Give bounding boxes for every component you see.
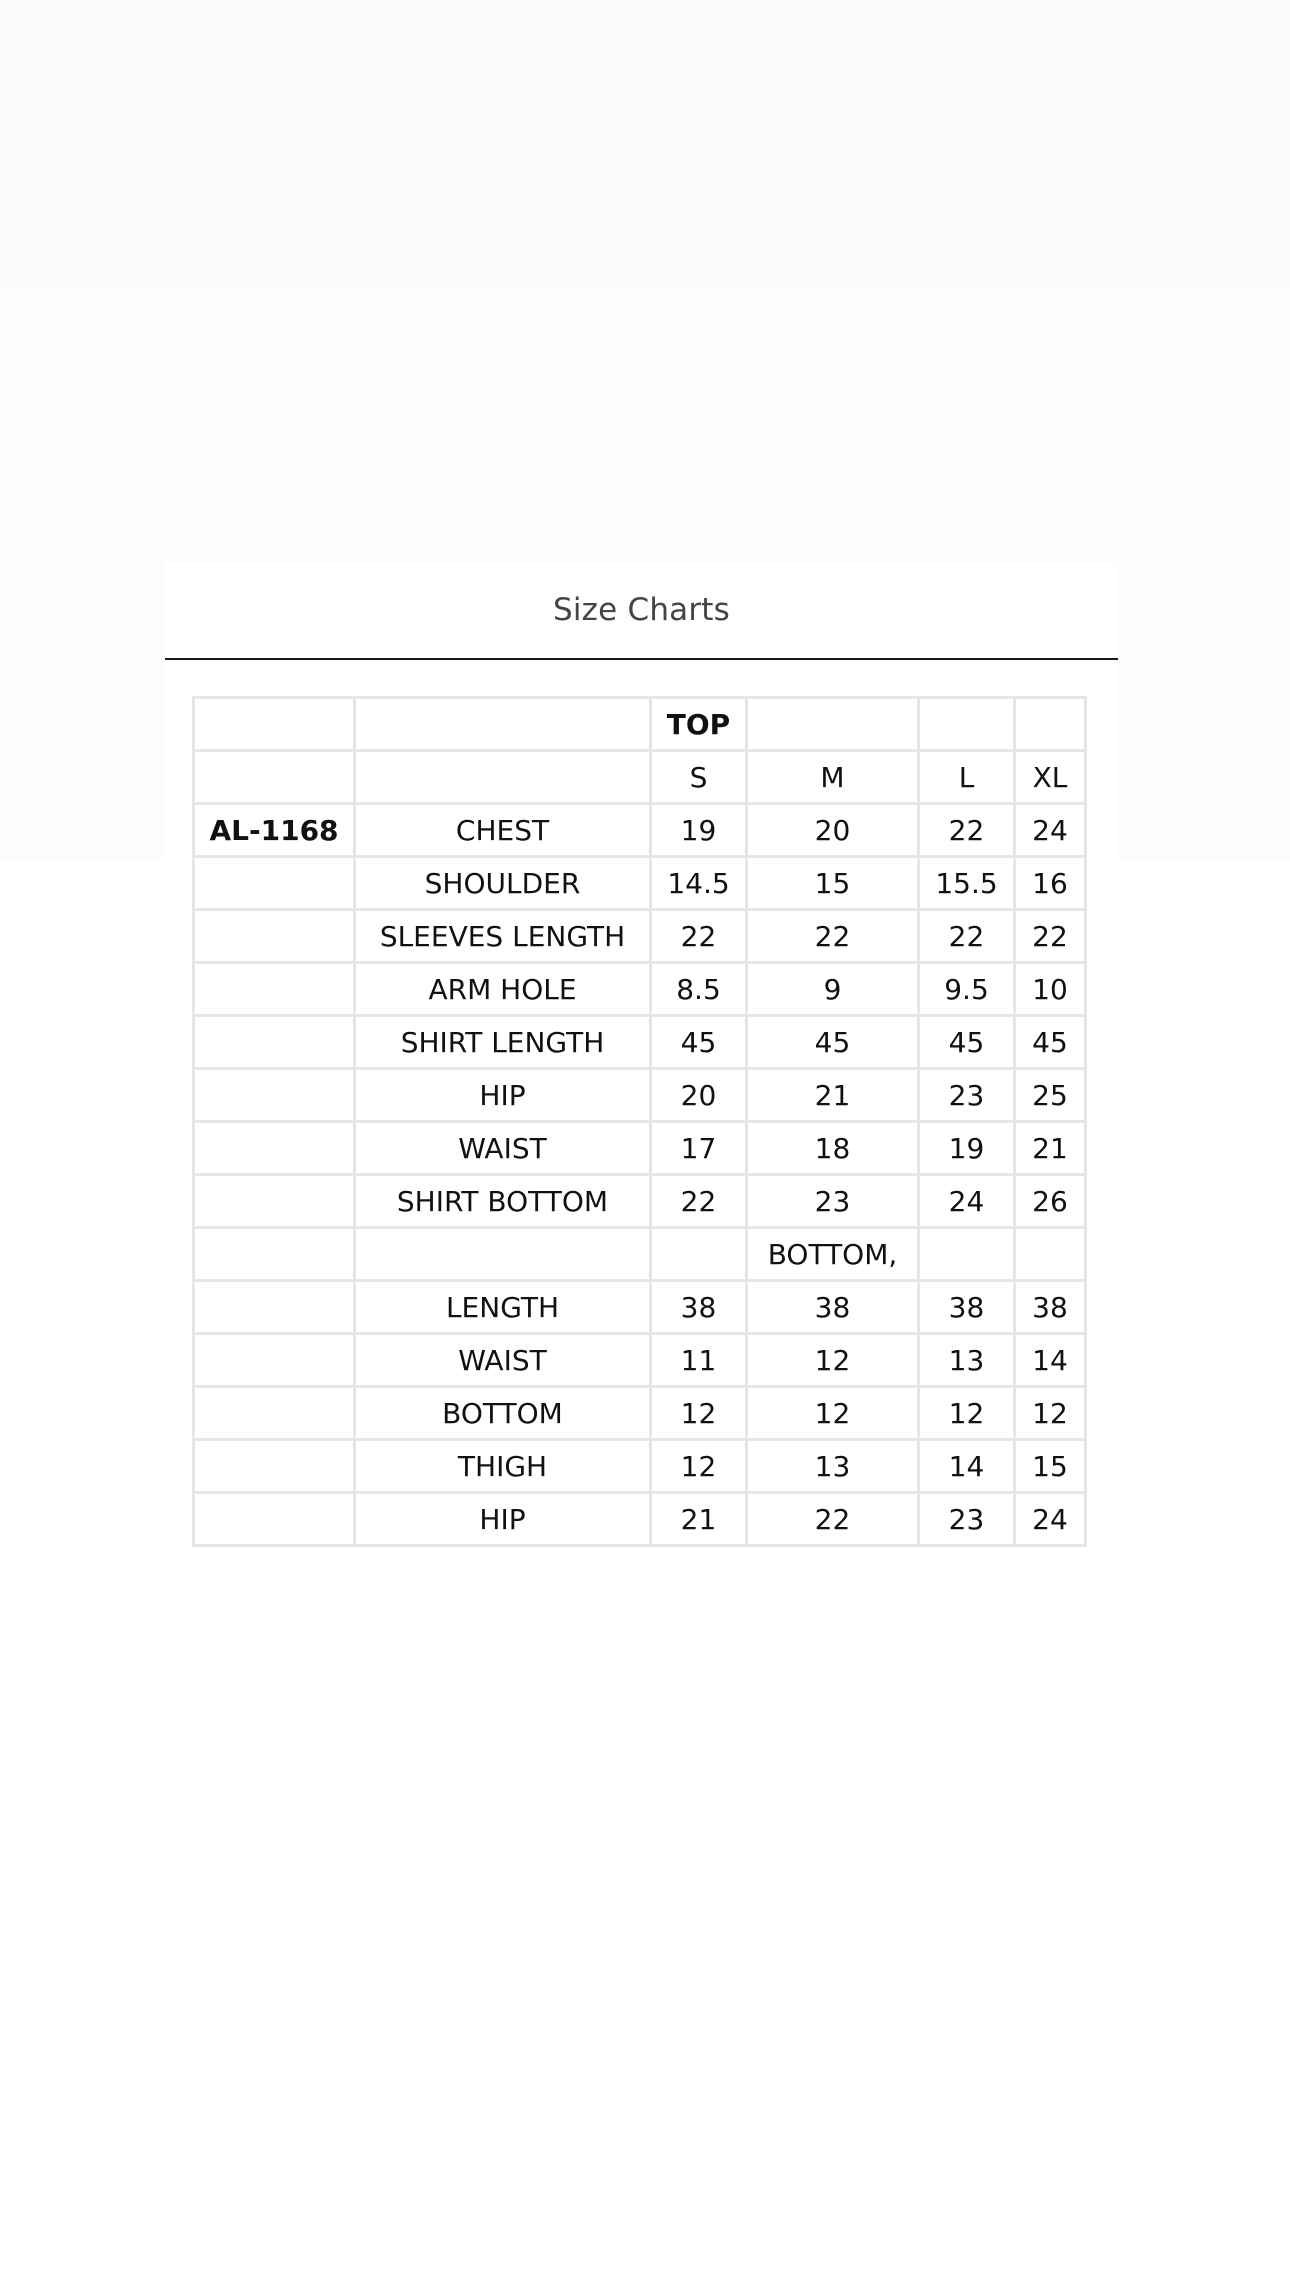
- table-cell: HIP: [355, 1069, 651, 1122]
- table-cell: XL: [1015, 751, 1086, 804]
- table-cell: [651, 1228, 747, 1281]
- table-cell: ARM HOLE: [355, 963, 651, 1016]
- table-cell: 22: [651, 1175, 747, 1228]
- table-cell: 23: [919, 1493, 1015, 1546]
- table-cell: 45: [1015, 1016, 1086, 1069]
- table-cell: 11: [651, 1334, 747, 1387]
- table-cell: [919, 698, 1015, 751]
- table-row: [194, 1440, 1086, 1493]
- table-cell: THIGH: [355, 1440, 651, 1493]
- table-cell: [194, 1175, 355, 1228]
- table-cell: 38: [1015, 1281, 1086, 1334]
- table-cell: 21: [651, 1493, 747, 1546]
- table-cell: SHOULDER: [355, 857, 651, 910]
- table-cell: 18: [747, 1122, 919, 1175]
- table-cell: [194, 1069, 355, 1122]
- table-cell: 45: [919, 1016, 1015, 1069]
- table-cell: [194, 910, 355, 963]
- table-cell: [194, 1122, 355, 1175]
- table-cell: [194, 1334, 355, 1387]
- table-row: [194, 910, 1086, 963]
- table-cell: 24: [1015, 804, 1086, 857]
- table-cell: WAIST: [355, 1334, 651, 1387]
- table-cell: 9.5: [919, 963, 1015, 1016]
- table-cell: 14: [1015, 1334, 1086, 1387]
- table-cell: 38: [919, 1281, 1015, 1334]
- table-cell: 22: [919, 910, 1015, 963]
- table-cell: [194, 698, 355, 751]
- table-cell: 25: [1015, 1069, 1086, 1122]
- size-chart-body: [194, 698, 1086, 1546]
- table-row: [194, 1122, 1086, 1175]
- table-cell: SHIRT BOTTOM: [355, 1175, 651, 1228]
- table-cell: 16: [1015, 857, 1086, 910]
- table-cell: HIP: [355, 1493, 651, 1546]
- table-cell: [194, 857, 355, 910]
- table-cell: 19: [651, 804, 747, 857]
- table-cell: 10: [1015, 963, 1086, 1016]
- table-cell: CHEST: [355, 804, 651, 857]
- table-cell: 20: [651, 1069, 747, 1122]
- table-cell: 22: [747, 1493, 919, 1546]
- table-cell: [355, 698, 651, 751]
- table-cell: 21: [1015, 1122, 1086, 1175]
- table-cell: 45: [651, 1016, 747, 1069]
- table-cell: 15.5: [919, 857, 1015, 910]
- table-cell: 38: [651, 1281, 747, 1334]
- table-row: [194, 698, 1086, 751]
- table-cell: [747, 698, 919, 751]
- size-chart-table: [192, 696, 1087, 1547]
- table-cell: [919, 1228, 1015, 1281]
- table-cell: SHIRT LENGTH: [355, 1016, 651, 1069]
- size-chart-modal: [165, 562, 1118, 1620]
- table-row: [194, 963, 1086, 1016]
- table-cell: [194, 1440, 355, 1493]
- table-cell: BOTTOM: [355, 1387, 651, 1440]
- table-row: [194, 1387, 1086, 1440]
- table-cell: 22: [1015, 910, 1086, 963]
- table-cell: 23: [919, 1069, 1015, 1122]
- table-cell: 21: [747, 1069, 919, 1122]
- table-cell: 23: [747, 1175, 919, 1228]
- table-cell: SLEEVES LENGTH: [355, 910, 651, 963]
- table-cell: 13: [747, 1440, 919, 1493]
- table-cell: LENGTH: [355, 1281, 651, 1334]
- table-cell: [194, 1228, 355, 1281]
- table-row: [194, 751, 1086, 804]
- table-cell: 24: [919, 1175, 1015, 1228]
- table-cell: 12: [747, 1334, 919, 1387]
- table-cell: 24: [1015, 1493, 1086, 1546]
- table-cell: 12: [651, 1387, 747, 1440]
- table-row: [194, 857, 1086, 910]
- table-cell: 22: [651, 910, 747, 963]
- table-cell: 12: [651, 1440, 747, 1493]
- table-cell: 13: [919, 1334, 1015, 1387]
- table-cell: 22: [919, 804, 1015, 857]
- table-cell: 38: [747, 1281, 919, 1334]
- table-cell: [194, 1281, 355, 1334]
- modal-title: Size Charts: [552, 592, 731, 628]
- table-cell: 20: [747, 804, 919, 857]
- table-cell: S: [651, 751, 747, 804]
- table-cell: 8.5: [651, 963, 747, 1016]
- table-cell: 14: [919, 1440, 1015, 1493]
- table-cell: 45: [747, 1016, 919, 1069]
- table-cell: 14.5: [651, 857, 747, 910]
- table-cell: 26: [1015, 1175, 1086, 1228]
- table-cell: [355, 1228, 651, 1281]
- table-cell: [1015, 698, 1086, 751]
- table-row: [194, 1334, 1086, 1387]
- table-cell: [355, 751, 651, 804]
- table-cell: 12: [1015, 1387, 1086, 1440]
- table-cell: M: [747, 751, 919, 804]
- table-cell: [1015, 1228, 1086, 1281]
- table-cell: 12: [919, 1387, 1015, 1440]
- table-cell: 9: [747, 963, 919, 1016]
- table-row: [194, 1016, 1086, 1069]
- table-row: [194, 1069, 1086, 1122]
- table-row: [194, 1281, 1086, 1334]
- table-cell: BOTTOM,: [747, 1228, 919, 1281]
- table-cell: [194, 963, 355, 1016]
- table-cell: TOP: [651, 698, 747, 751]
- table-cell: 12: [747, 1387, 919, 1440]
- table-cell: 15: [1015, 1440, 1086, 1493]
- table-row: [194, 1228, 1086, 1281]
- table-row: [194, 1493, 1086, 1546]
- table-cell: L: [919, 751, 1015, 804]
- table-cell: 22: [747, 910, 919, 963]
- table-row: [194, 1175, 1086, 1228]
- table-cell: 15: [747, 857, 919, 910]
- table-cell: 17: [651, 1122, 747, 1175]
- table-row: [194, 804, 1086, 857]
- table-cell: [194, 1387, 355, 1440]
- table-cell: AL-1168: [194, 804, 355, 857]
- table-cell: 19: [919, 1122, 1015, 1175]
- table-cell: WAIST: [355, 1122, 651, 1175]
- background-top-band: [0, 0, 1290, 287]
- modal-header: [165, 562, 1118, 660]
- table-cell: [194, 1493, 355, 1546]
- table-cell: [194, 751, 355, 804]
- table-cell: [194, 1016, 355, 1069]
